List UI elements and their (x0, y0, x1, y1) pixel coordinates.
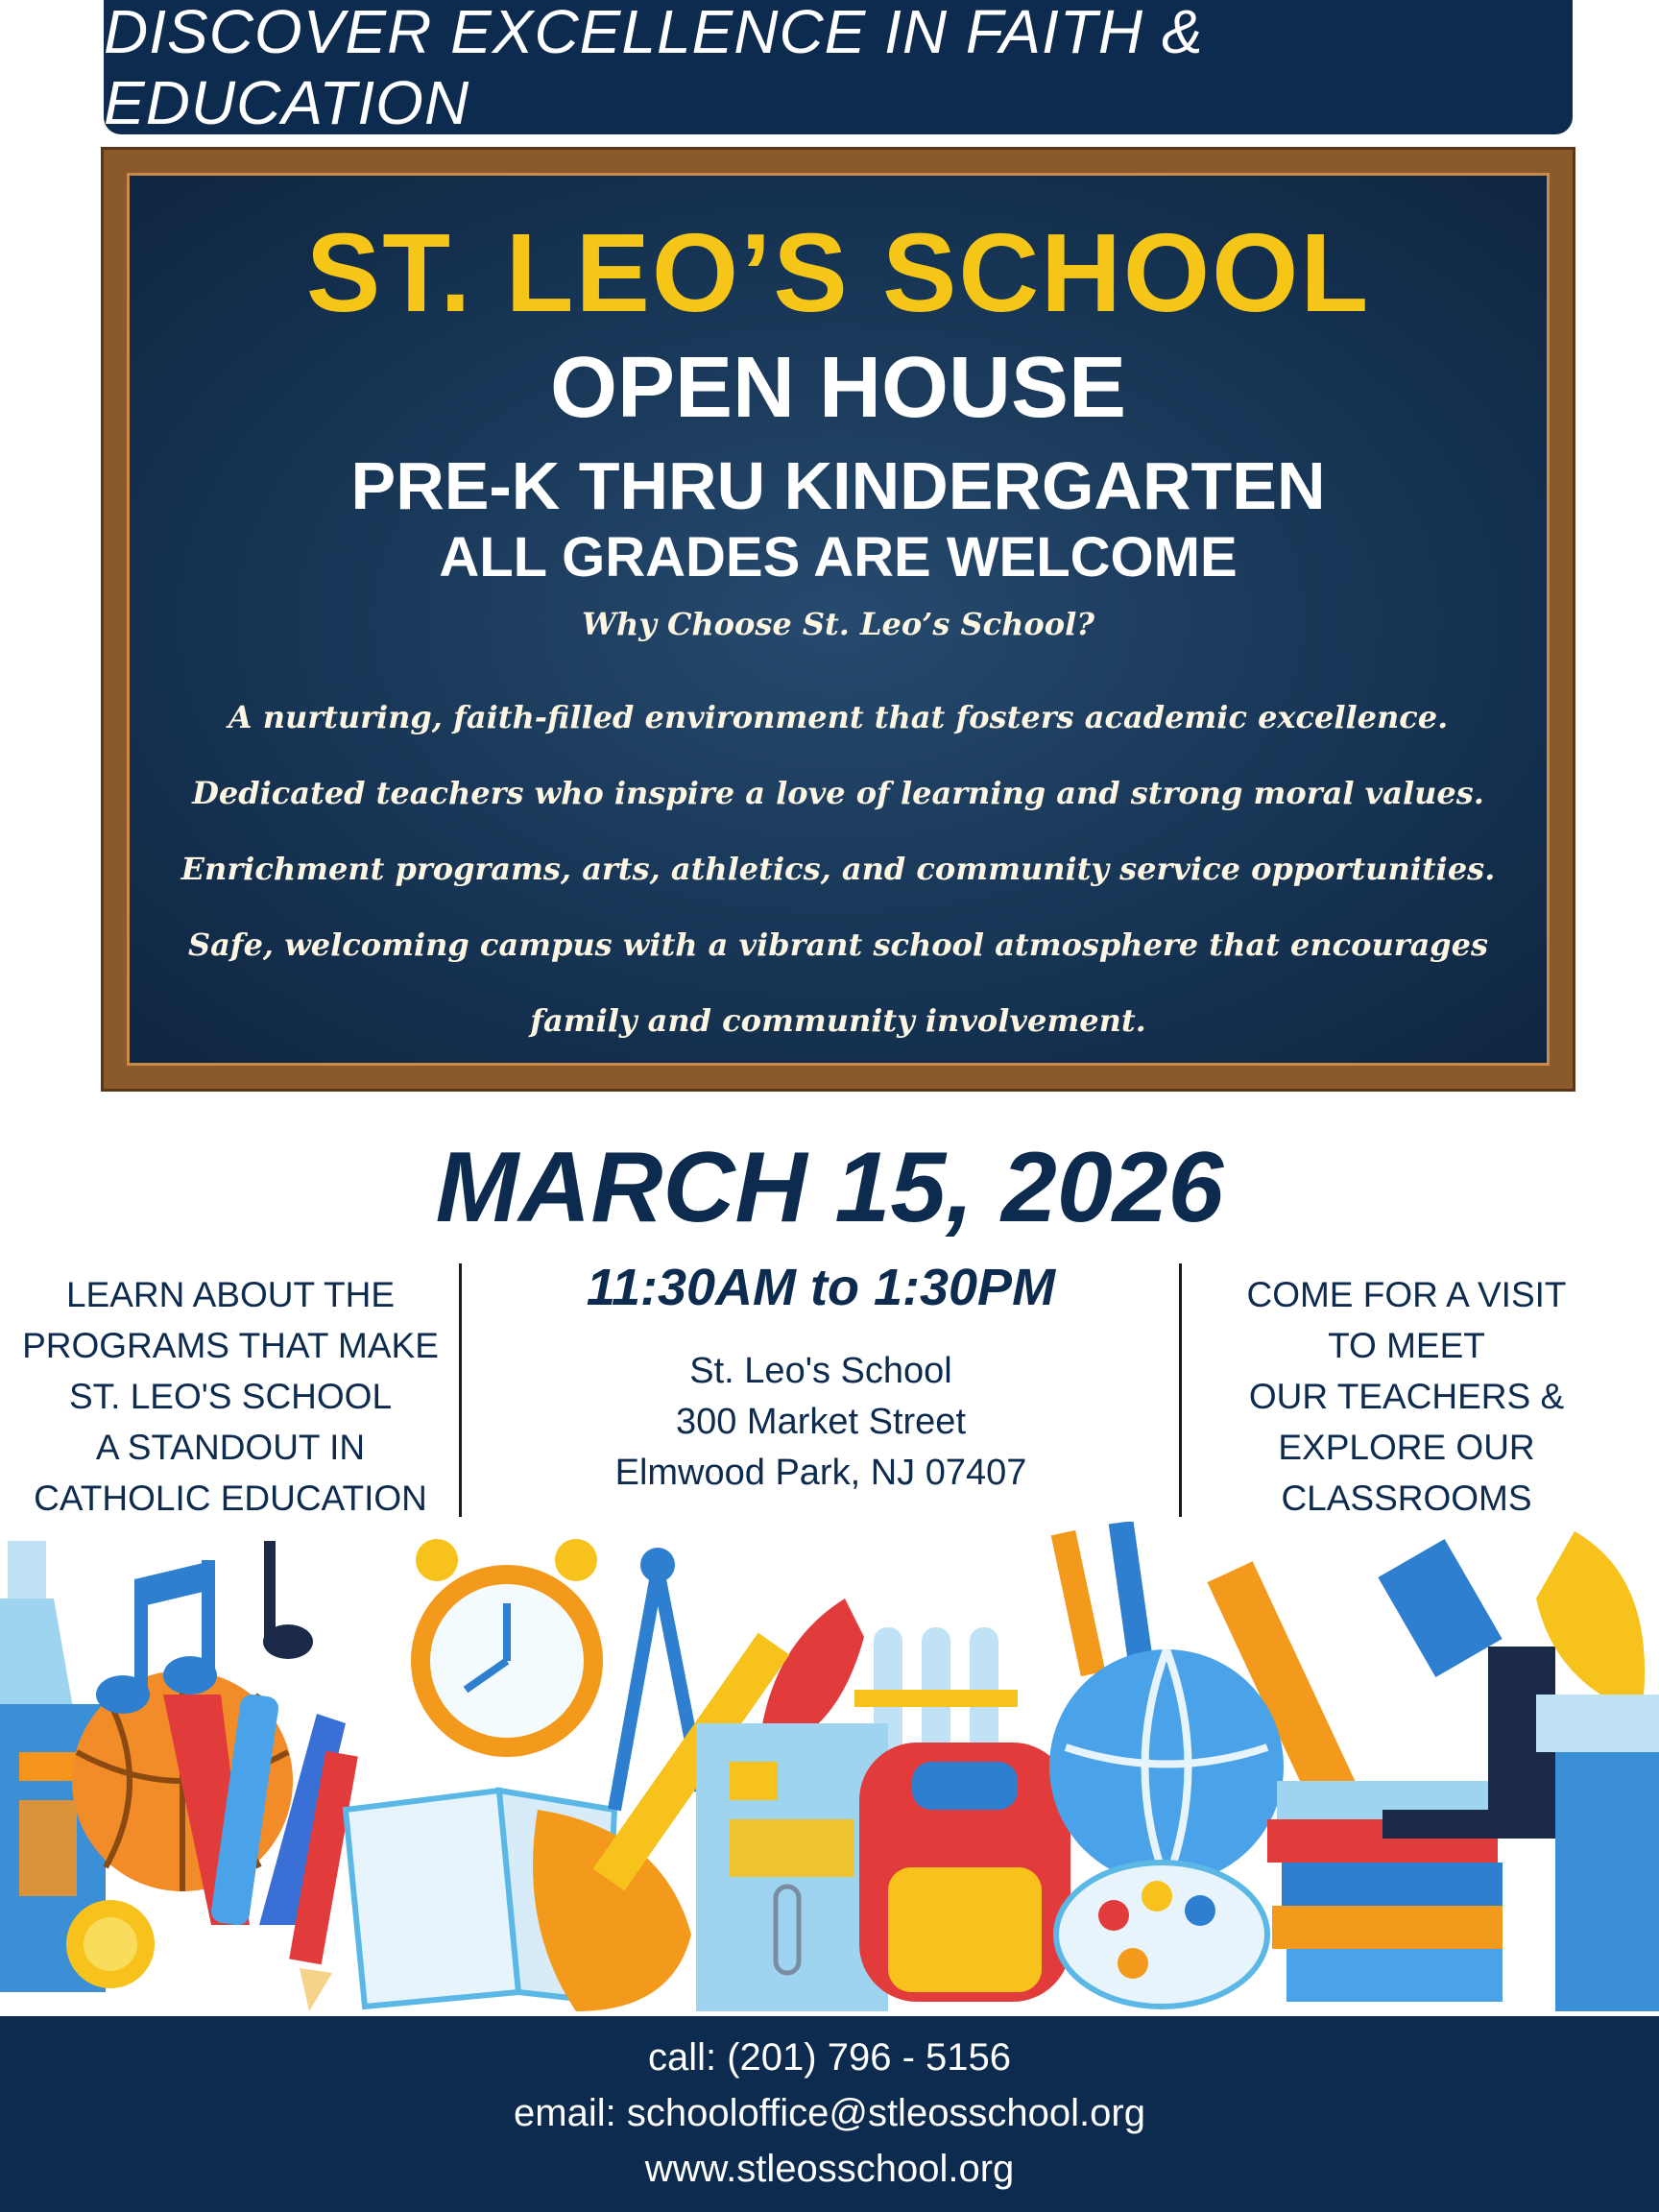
email-address[interactable]: email: schooloffice@stleosschool.org (514, 2092, 1145, 2134)
top-banner (104, 0, 1573, 137)
learn-line: LEARN ABOUT THE (65, 1275, 395, 1314)
chalkboard (127, 173, 1550, 1066)
left-divider (459, 1263, 462, 1517)
event-time: 11:30AM to 1:30PM (586, 1259, 1056, 1316)
visit-line: COME FOR A VISIT (1246, 1275, 1567, 1314)
backpack-icon (859, 1743, 1070, 2002)
reason-line: family and community involvement. (530, 1002, 1146, 1039)
banner-text: DISCOVER EXCELLENCE IN FAITH & EDUCATION (104, 0, 1204, 137)
learn-line: PROGRAMS THAT MAKE (22, 1326, 439, 1365)
reasons-list (156, 680, 1521, 1059)
website-link[interactable]: www.stleosschool.org (644, 2148, 1015, 2190)
event-address (470, 1346, 1171, 1499)
visit-line: OUR TEACHERS & (1248, 1377, 1565, 1416)
address-line: Elmwood Park, NJ 07407 (614, 1453, 1027, 1493)
book-icon (1536, 1695, 1659, 2011)
visit-line: TO MEET (1328, 1326, 1485, 1365)
right-divider (1179, 1263, 1182, 1517)
alarm-clock-icon (411, 1539, 603, 1757)
address-line: St. Leo's School (689, 1351, 952, 1391)
contact-footer (0, 2016, 1659, 2212)
reason-line: Dedicated teachers who inspire a love of learning and strong moral values. (192, 775, 1484, 811)
chalkboard-frame (104, 150, 1573, 1089)
learn-about-text (10, 1269, 451, 1524)
visit-line: EXPLORE OUR (1278, 1428, 1535, 1467)
phone-number[interactable]: call: (201) 796 - 5156 (647, 2036, 1011, 2079)
learn-line: CATHOLIC EDUCATION (34, 1479, 427, 1518)
school-supplies-illustration (0, 1522, 1659, 2016)
reason-line: A nurturing, faith-filled environment that fosters academic excellence. (228, 699, 1449, 735)
event-title: OPEN HOUSE (549, 340, 1127, 436)
music-note-icon (96, 1541, 313, 1714)
globe-icon (1049, 1649, 1284, 1884)
learn-line: A STANDOUT IN (95, 1428, 366, 1467)
reason-line: Safe, welcoming campus with a vibrant school atmosphere that encourages (187, 926, 1489, 963)
school-name: ST. LEO’S SCHOOL (305, 210, 1371, 335)
visit-line: CLASSROOMS (1281, 1479, 1532, 1518)
why-heading: Why Choose St. Leo’s School? (582, 606, 1094, 642)
paint-palette-icon (1056, 1863, 1267, 2007)
event-date: MARCH 15, 2026 (435, 1132, 1224, 1243)
learn-line: ST. LEO'S SCHOOL (68, 1377, 393, 1416)
visit-text (1186, 1269, 1627, 1524)
grades-welcome: ALL GRADES ARE WELCOME (439, 526, 1238, 589)
address-line: 300 Market Street (675, 1402, 967, 1442)
grades-range: PRE-K THRU KINDERGARTEN (350, 448, 1326, 523)
reason-line: Enrichment programs, arts, athletics, and community service opportunities. (180, 851, 1496, 887)
